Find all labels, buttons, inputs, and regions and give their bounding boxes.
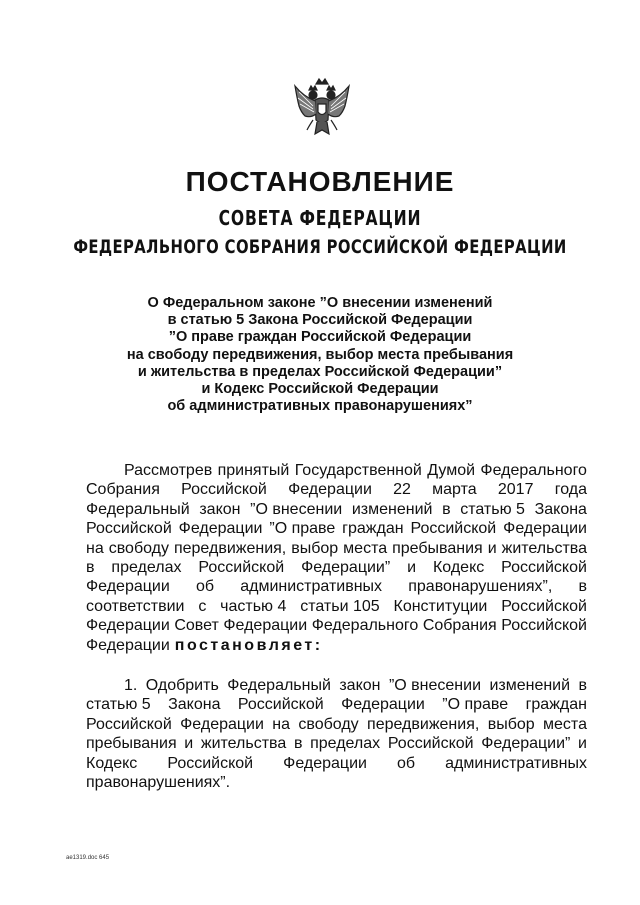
- paragraph-word: Собрания: [422, 617, 497, 635]
- heading-line: и Кодекс Российской Федерации: [201, 381, 439, 398]
- paragraph-word: статьи 105: [300, 597, 380, 615]
- paragraph-word: Федерации: [503, 520, 587, 538]
- paragraph-word: Закона: [168, 696, 221, 714]
- paragraph-word: соответствии: [86, 597, 185, 615]
- paragraph-word: жительства: [200, 735, 287, 753]
- paragraph-word: Совет: [174, 617, 219, 635]
- paragraph-word: Российской: [86, 520, 172, 538]
- paragraph-word: места: [543, 715, 587, 733]
- paragraph-word: Федеральный: [227, 677, 331, 694]
- decision-keyword: постановляет:: [174, 636, 323, 654]
- issuer-name: СОВЕТА ФЕДЕРАЦИИ: [218, 206, 422, 230]
- resolution-heading: [0, 295, 640, 415]
- paragraph-word: граждан: [525, 696, 587, 714]
- paragraph-line: [86, 500, 587, 519]
- paragraph-word: Российской: [501, 617, 587, 635]
- paragraph-word: свободу: [108, 539, 169, 557]
- paragraph-word: в: [578, 578, 587, 596]
- paragraph-word: в: [578, 677, 587, 694]
- paragraph-word: Кодекс: [86, 754, 138, 772]
- heading-line: О Федеральном законе ”О внесении изменений: [147, 295, 493, 311]
- paragraph-word: пределах: [310, 735, 381, 753]
- paragraph-line: [86, 577, 587, 596]
- paragraph-line: [86, 676, 587, 695]
- paragraph-word: места: [343, 539, 388, 557]
- paragraph-word: Федерального: [311, 617, 419, 635]
- paragraph-word: Кодекс: [432, 559, 485, 577]
- paragraph-word: Российской: [501, 559, 587, 577]
- paragraph-word: статью 5: [86, 696, 151, 714]
- paragraph-word: с: [198, 597, 207, 615]
- paragraph-word: на: [86, 539, 104, 557]
- paragraph-word: передвижения,: [367, 715, 480, 733]
- paragraph-word: Рассмотрев: [124, 462, 213, 479]
- paragraph-word: Российской: [501, 597, 587, 615]
- paragraph-word: Федерации”: [481, 735, 571, 753]
- paragraph-word: пребывания: [392, 539, 483, 557]
- paragraph-word: Федерации: [180, 715, 264, 733]
- paragraph-word: Федерального: [480, 462, 587, 479]
- paragraph-word: изменений: [489, 677, 571, 694]
- paragraph-word: свободу: [298, 715, 359, 733]
- paragraph-word: и: [184, 735, 194, 753]
- paragraph-word: закон: [199, 500, 241, 518]
- paragraph-word: Российской: [167, 754, 254, 772]
- paragraph-line: [86, 558, 587, 577]
- paragraph-word: выбор: [291, 539, 339, 557]
- paragraph-word: принятый: [217, 462, 290, 479]
- heading-line: на свободу передвижения, выбор места пребывания: [126, 346, 514, 363]
- paragraph-line: [86, 715, 587, 734]
- paragraph-line: [86, 539, 587, 558]
- paragraph-word: граждан: [342, 520, 404, 538]
- paragraph-word: Федерации: [288, 481, 372, 499]
- paragraph-word: жительства: [501, 539, 587, 557]
- paragraph-word: марта: [432, 481, 477, 499]
- paragraph-word: на: [272, 715, 291, 733]
- paragraph-line: [86, 519, 587, 538]
- paragraph-word: Российской: [198, 559, 285, 577]
- paragraph-word: Федерации: [86, 636, 170, 654]
- issuer-parent: ФЕДЕРАЛЬНОГО СОБРАНИЯ РОССИЙСКОЙ ФЕДЕРАЦИИ: [73, 236, 567, 258]
- paragraph-word: Одобрить: [145, 677, 219, 694]
- paragraph-word: в: [293, 735, 303, 753]
- paragraph-word: Закона: [534, 500, 587, 518]
- paragraph-line: [86, 695, 587, 714]
- paragraph-word: и: [407, 559, 417, 577]
- paragraph-word: изменений: [351, 500, 433, 518]
- paragraph-line: [86, 480, 587, 499]
- paragraph-word: передвижения,: [173, 539, 287, 557]
- paragraph-word: Собрания: [86, 481, 160, 499]
- paragraph-word: ”О внесении: [250, 500, 343, 518]
- paragraph-word: Федерации: [283, 754, 367, 772]
- paragraph-word: пребывания: [86, 735, 177, 753]
- paragraph-line: [86, 636, 587, 655]
- paragraph-word: и: [578, 735, 587, 753]
- paragraph-word: ”О праве: [442, 696, 509, 714]
- paragraph-word: пределах: [111, 559, 182, 577]
- paragraph-line: [86, 754, 587, 773]
- paragraph-word: ”О праве: [269, 520, 336, 538]
- paragraph-line: [86, 773, 587, 792]
- heading-line: ”О праве граждан Российской Федерации: [168, 329, 472, 346]
- heading-line: об административных правонарушениях”: [167, 398, 473, 415]
- paragraph-word: Думой: [427, 462, 476, 479]
- heading-line: и жительства в пределах Российской Федерации”: [137, 363, 503, 380]
- paragraph-word: Конституции: [393, 597, 488, 615]
- paragraph-word: Федерации: [178, 520, 263, 538]
- article-1-paragraph: [86, 676, 587, 792]
- paragraph-line: [86, 616, 587, 635]
- paragraph-word: в: [442, 500, 451, 518]
- heading-line: в статью 5 Закона Российской Федерации: [167, 312, 473, 329]
- coat-of-arms-emblem: [291, 76, 353, 144]
- paragraph-word: правонарушениях”,: [408, 578, 553, 596]
- paragraph-word: года: [554, 481, 587, 499]
- document-title: ПОСТАНОВЛЕНИЕ: [185, 166, 455, 197]
- paragraph-line: [86, 461, 587, 480]
- paragraph-word: Федерации: [223, 617, 308, 635]
- paragraph-word: Государственной: [294, 462, 422, 479]
- paragraph-word: Федерации: [86, 578, 170, 596]
- preamble-paragraph: [86, 461, 587, 655]
- paragraph-word: ”О внесении: [388, 677, 481, 694]
- paragraph-line: [86, 734, 587, 753]
- paragraph-word: об: [195, 578, 215, 596]
- paragraph-word: выбор: [487, 715, 535, 733]
- paragraph-word: Российской: [181, 481, 267, 499]
- paragraph-word: Федерации”: [301, 559, 391, 577]
- paragraph-word: Федерации: [341, 696, 425, 714]
- paragraph-word: Российской: [410, 520, 497, 538]
- paragraph-word: об: [397, 754, 416, 772]
- paragraph-word: Федерации: [86, 617, 170, 635]
- paragraph-word: в: [86, 559, 95, 577]
- paragraph-word: 2017: [497, 481, 534, 499]
- paragraph-word: Российской: [387, 735, 474, 753]
- paragraph-word: правонарушениях”.: [86, 774, 231, 792]
- document-code: ае1319.doc 645: [66, 855, 110, 861]
- paragraph-word: Российской: [237, 696, 324, 714]
- paragraph-word: административных: [445, 754, 587, 772]
- paragraph-word: частью 4: [220, 597, 287, 615]
- paragraph-word: 22: [393, 481, 411, 499]
- paragraph-word: закон: [339, 677, 381, 694]
- paragraph-line: [86, 597, 587, 616]
- paragraph-word: 1.: [124, 677, 138, 694]
- paragraph-word: Федеральный: [86, 500, 190, 518]
- paragraph-word: Российской: [86, 715, 172, 733]
- paragraph-word: административных: [240, 578, 383, 596]
- paragraph-word: статью 5: [460, 500, 525, 518]
- paragraph-word: и: [487, 539, 497, 557]
